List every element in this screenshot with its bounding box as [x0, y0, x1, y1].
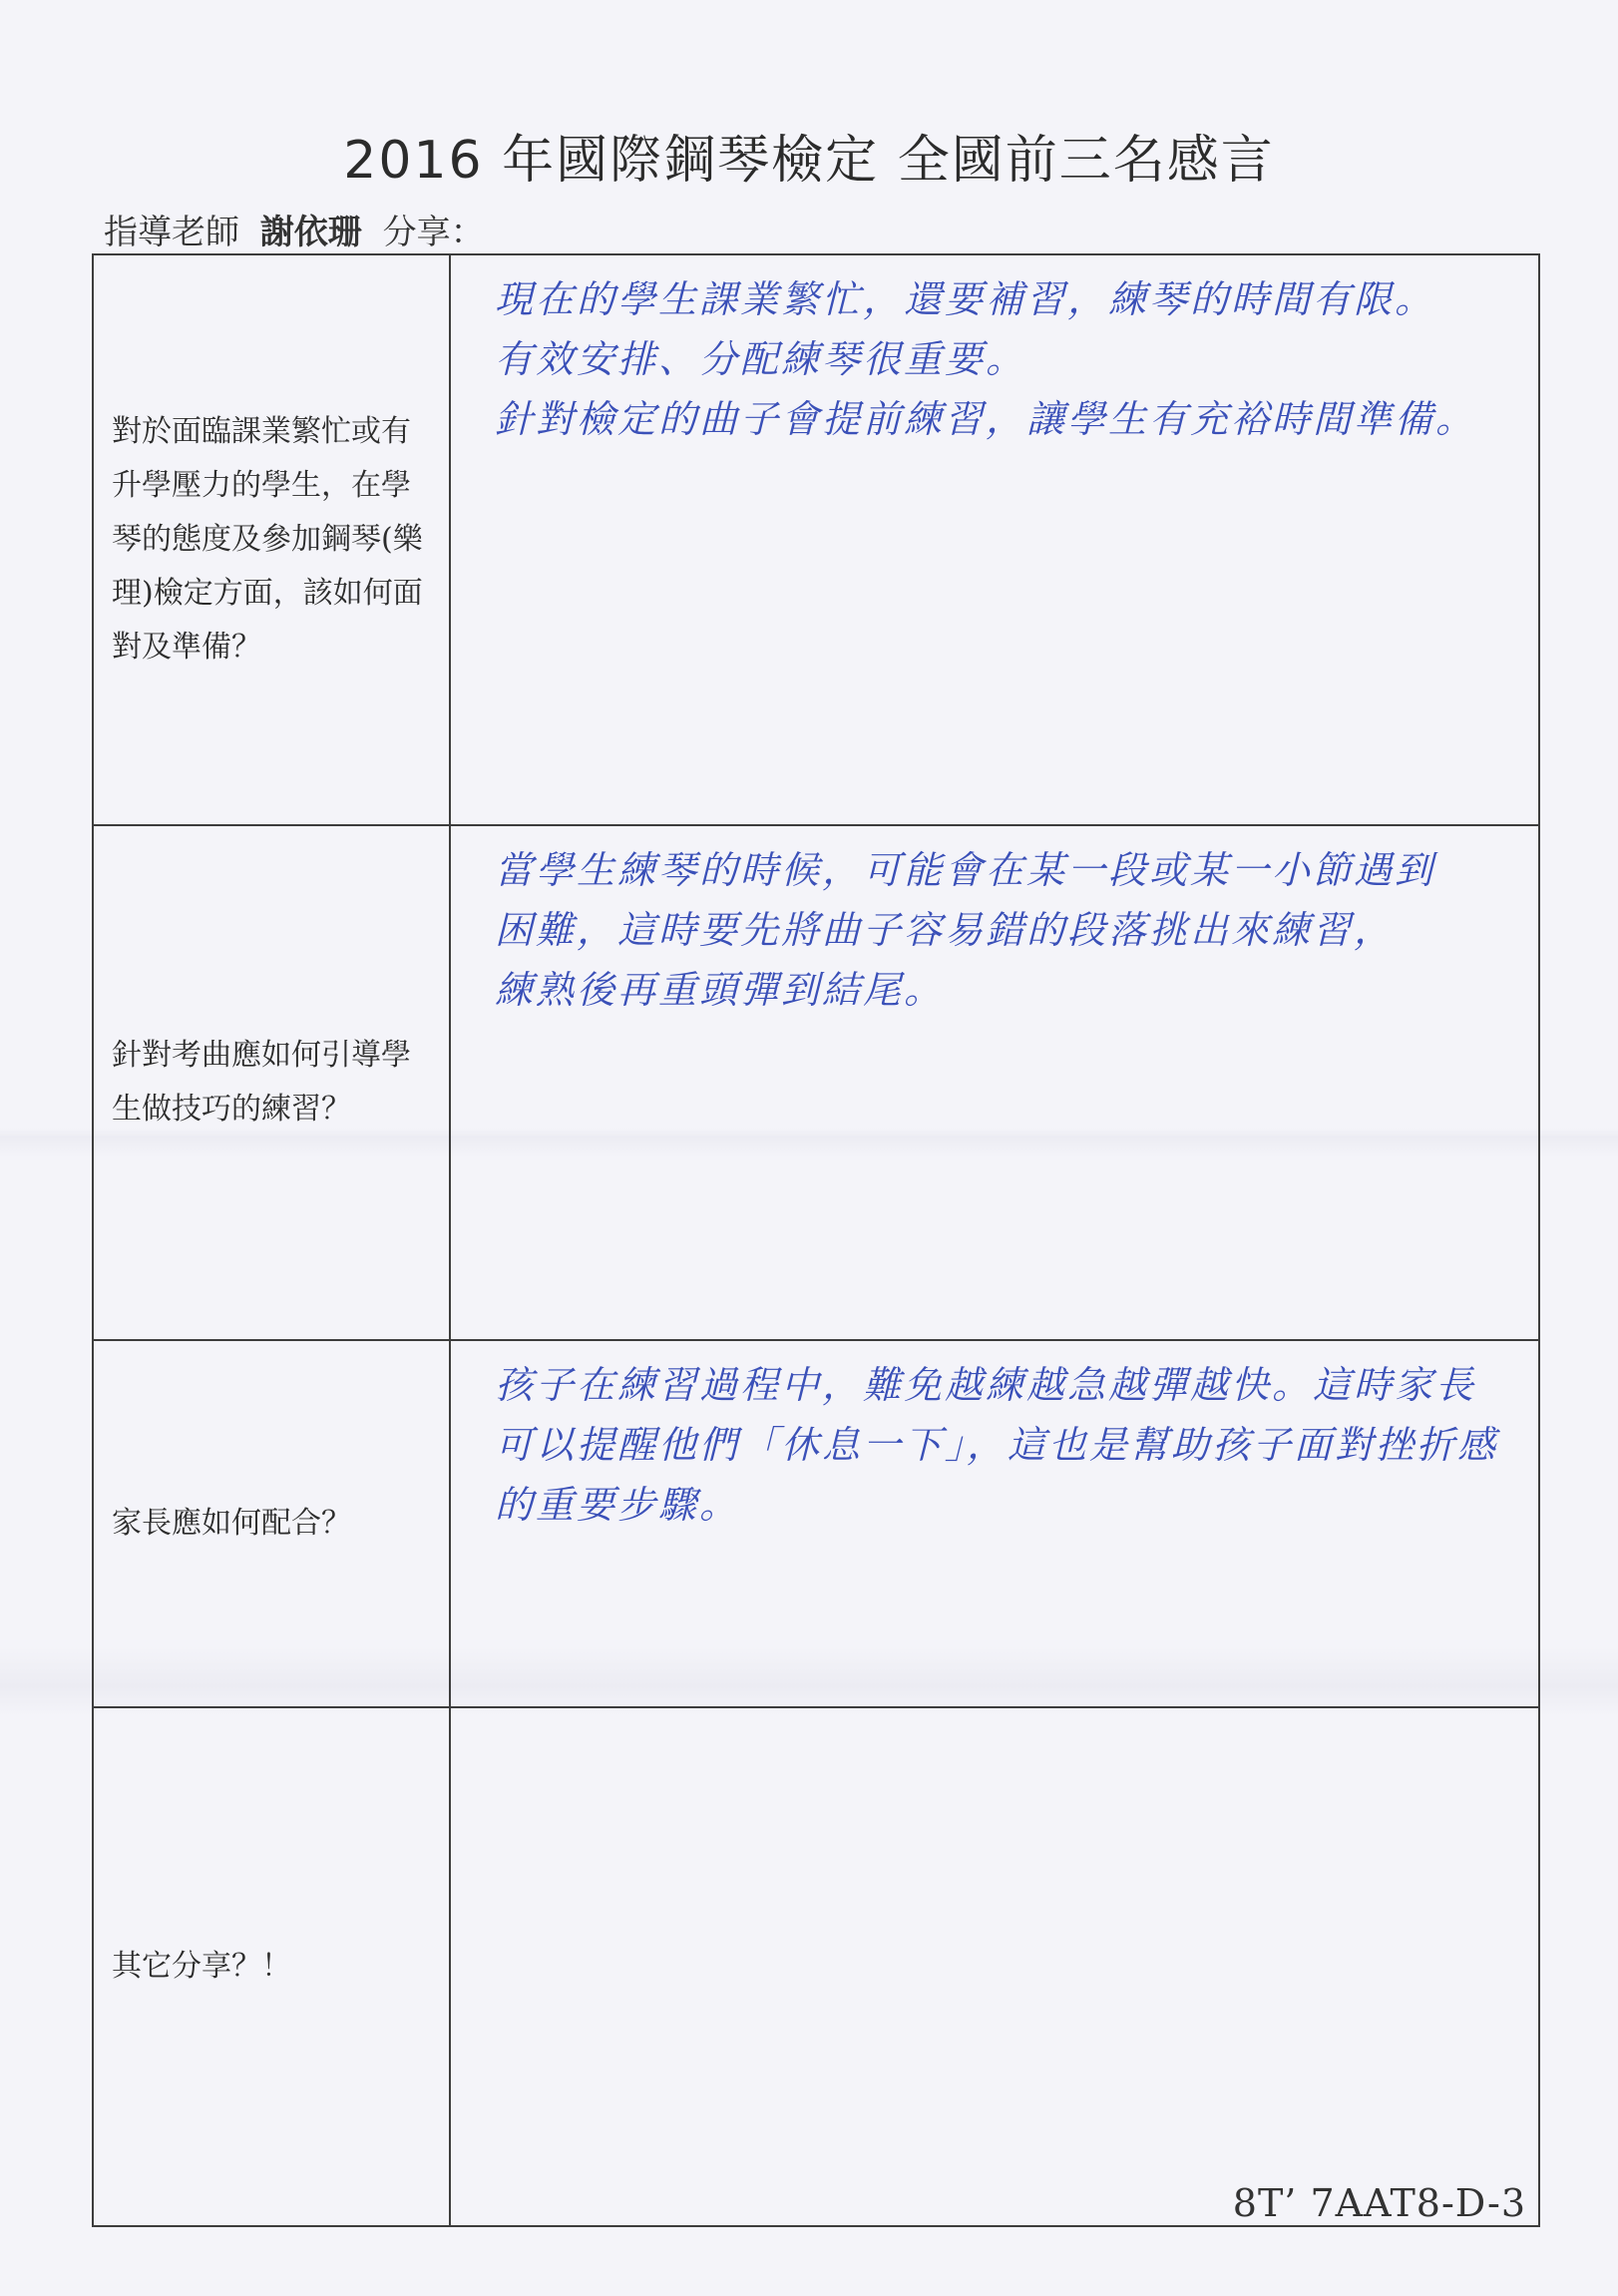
answer-cell	[450, 825, 1539, 1340]
question-cell: 對於面臨課業繁忙或有升學壓力的學生，在學琴的態度及參加鋼琴(樂理)檢定方面，該如何面對及準備？	[93, 254, 450, 825]
handwritten-line: 練熟後再重頭彈到結尾。	[494, 968, 945, 1012]
teacher-label: 指導老師	[104, 213, 239, 252]
handwritten-line: 孩子在練習過程中，難免越練越急越彈越快。這時家長	[494, 1363, 1476, 1407]
handwritten-line: 針對檢定的曲子會提前練習，讓學生有充裕時間準備。	[494, 397, 1476, 441]
handwritten-line: 現在的學生課業繁忙，還要補習，練琴的時間有限。	[494, 277, 1435, 321]
handwritten-line: 當學生練琴的時候，可能會在某一段或某一小節遇到	[494, 848, 1435, 892]
teacher-line	[104, 205, 485, 253]
table-row	[93, 825, 1539, 1340]
table-row	[93, 254, 1539, 825]
question-cell: 其它分享？！	[93, 1707, 450, 2226]
teacher-name: 謝依珊	[259, 213, 362, 252]
answer-cell	[450, 1340, 1539, 1707]
answer-cell-empty	[450, 1707, 1539, 2226]
document-code: 8T’ 7AAT8-D-3	[1232, 2181, 1526, 2225]
handwritten-line: 可以提醒他們「休息一下」，這也是幫助孩子面對挫折感	[494, 1423, 1498, 1467]
handwritten-line: 困難，這時要先將曲子容易錯的段落挑出來練習，	[494, 908, 1395, 952]
table-row	[93, 1340, 1539, 1707]
answer-cell	[450, 254, 1539, 825]
qa-table	[92, 253, 1540, 2227]
handwritten-line: 的重要步驟。	[494, 1483, 740, 1527]
question-cell: 針對考曲應如何引導學生做技巧的練習？	[93, 825, 450, 1340]
table-row	[93, 1707, 1539, 2226]
handwritten-line: 有效安排、分配練琴很重要。	[494, 337, 1026, 381]
question-cell: 家長應如何配合？	[93, 1340, 450, 1707]
page-title: 2016 年國際鋼琴檢定 全國前三名感言	[343, 131, 1275, 191]
share-label: 分享：	[382, 213, 485, 252]
